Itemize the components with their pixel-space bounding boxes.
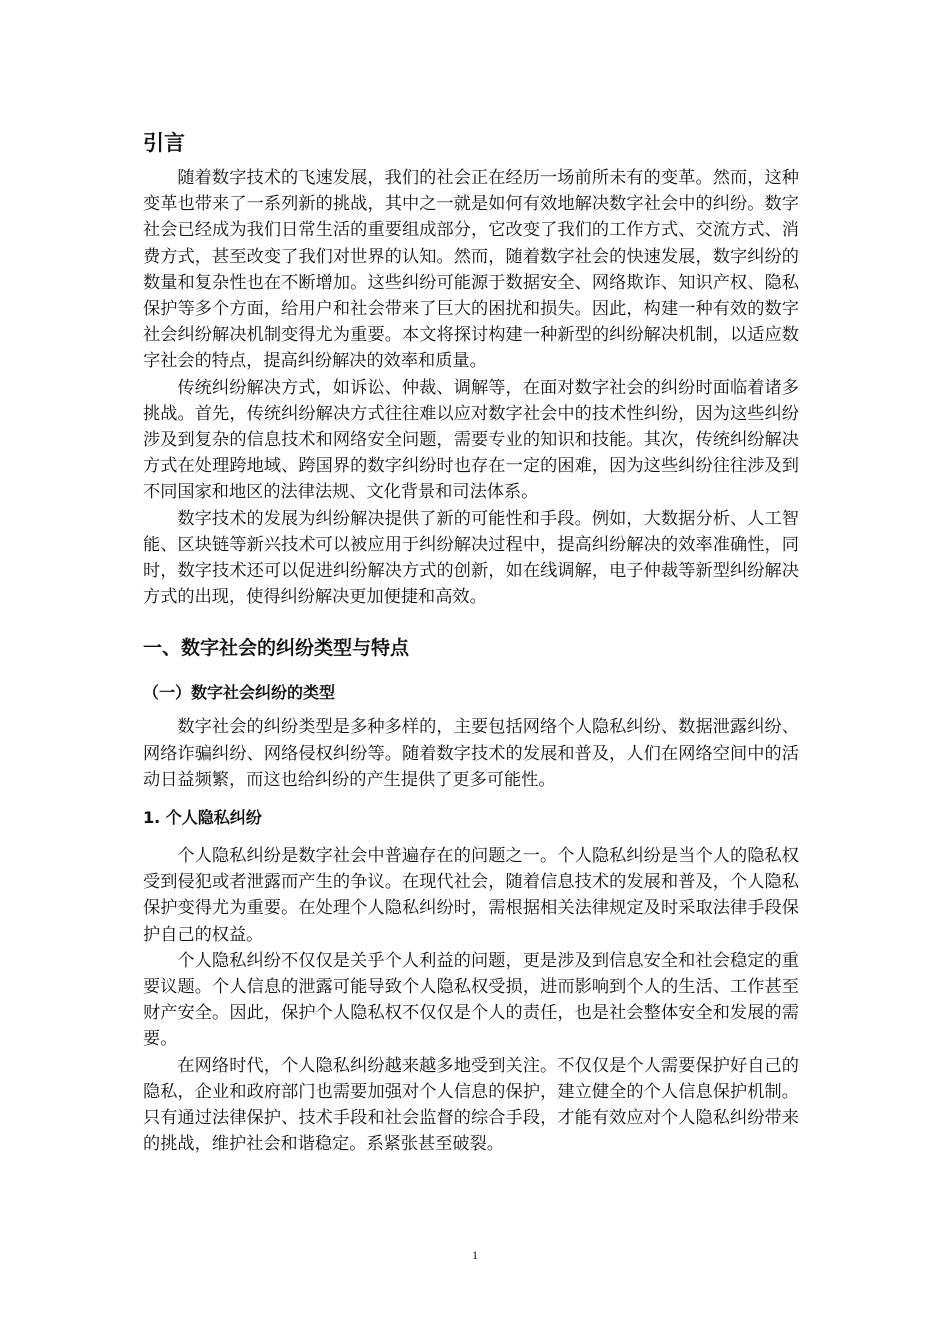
document-body (143, 128, 799, 1158)
subsection-1-paragraph: 数字社会的纠纷类型是多种多样的，主要包括网络个人隐私纠纷、数据泄露纠纷、网络诈骗纠纷、网络侵权纠纷等。随着数字技术的发展和普及，人们在网络空间中的活动日益频繁，而这也给纠纷的产生提供了更多可能性。 (143, 717, 799, 790)
intro-heading: 引言 (143, 131, 185, 155)
intro-paragraph-2: 传统纠纷解决方式，如诉讼、仲裁、调解等，在面对数字社会的纠纷时面临着诸多挑战。首先，传统纠纷解决方式往往难以应对数字社会中的技术性纠纷，因为这些纠纷涉及到复杂的信息技术和网络安全问题，需要专业的知识和技能。其次，传统纠纷解决方式在处理跨地域、跨国界的数字纠纷时也存在一定的困难，因为这些纠纷往往涉及到不同国家和地区的法律法规、文化背景和司法体系。 (143, 377, 799, 503)
item-1-paragraph-2: 个人隐私纠纷不仅仅是关乎个人利益的问题，更是涉及到信息安全和社会稳定的重要议题。个人信息的泄露可能导致个人隐私权受损，进而影响到个人的生活、工作甚至财产安全。因此，保护个人隐私权不仅仅是个人的责任，也是社会整体安全和发展的需要。 (143, 950, 799, 1050)
section-1-heading: 一、数字社会的纠纷类型与特点 (143, 637, 410, 660)
page-number: 1 (472, 1248, 478, 1262)
item-1-heading: 1. 个人隐私纠纷 (143, 808, 262, 828)
intro-paragraph-1: 随着数字技术的飞速发展，我们的社会正在经历一场前所未有的变革。然而，这种变革也带来了一系列新的挑战，其中之一就是如何有效地解决数字社会中的纠纷。数字社会已经成为我们日常生活的重要组成部分，它改变了我们的工作方式、交流方式、消费方式，甚至改变了我们对世界的认知。然而，随着数字社会的快速发展，数字纠纷的数量和复杂性也在不断增加。这些纠纷可能源于数据安全、网络欺诈、知识产权、隐私保护等多个方面，给用户和社会带来了巨大的困扰和损失。因此，构建一种有效的数字社会纠纷解决机制变得尤为重要。本文将探讨构建一种新型的纠纷解决机制，以适应数字社会的特点，提高纠纷解决的效率和质量。 (143, 168, 799, 372)
item-1-paragraph-1: 个人隐私纠纷是数字社会中普遍存在的问题之一。个人隐私纠纷是当个人的隐私权受到侵犯或者泄露而产生的争议。在现代社会，随着信息技术的发展和普及，个人隐私保护变得尤为重要。在处理个人隐私纠纷时，需根据相关法律规定及时采取法律手段保护自己的权益。 (143, 846, 799, 945)
item-1-paragraph-3: 在网络时代，个人隐私纠纷越来越多地受到关注。不仅仅是个人需要保护好自己的隐私，企业和政府部门也需要加强对个人信息的保护，建立健全的个人信息保护机制。只有通过法律保护、技术手段和社会监督的综合手段，才能有效应对个人隐私纠纷带来的挑战，维护社会和谐稳定。系紧张甚至破裂。 (143, 1055, 799, 1155)
intro-paragraph-3: 数字技术的发展为纠纷解决提供了新的可能性和手段。例如，大数据分析、人工智能、区块链等新兴技术可以被应用于纠纷解决过程中，提高纠纷解决的效率准确性，同时，数字技术还可以促进纠纷解决方式的创新，如在线调解，电子仲裁等新型纠纷解决方式的出现，使得纠纷解决更加便捷和高效。 (143, 508, 799, 608)
subsection-1-heading: （一）数字社会纠纷的类型 (143, 683, 336, 703)
